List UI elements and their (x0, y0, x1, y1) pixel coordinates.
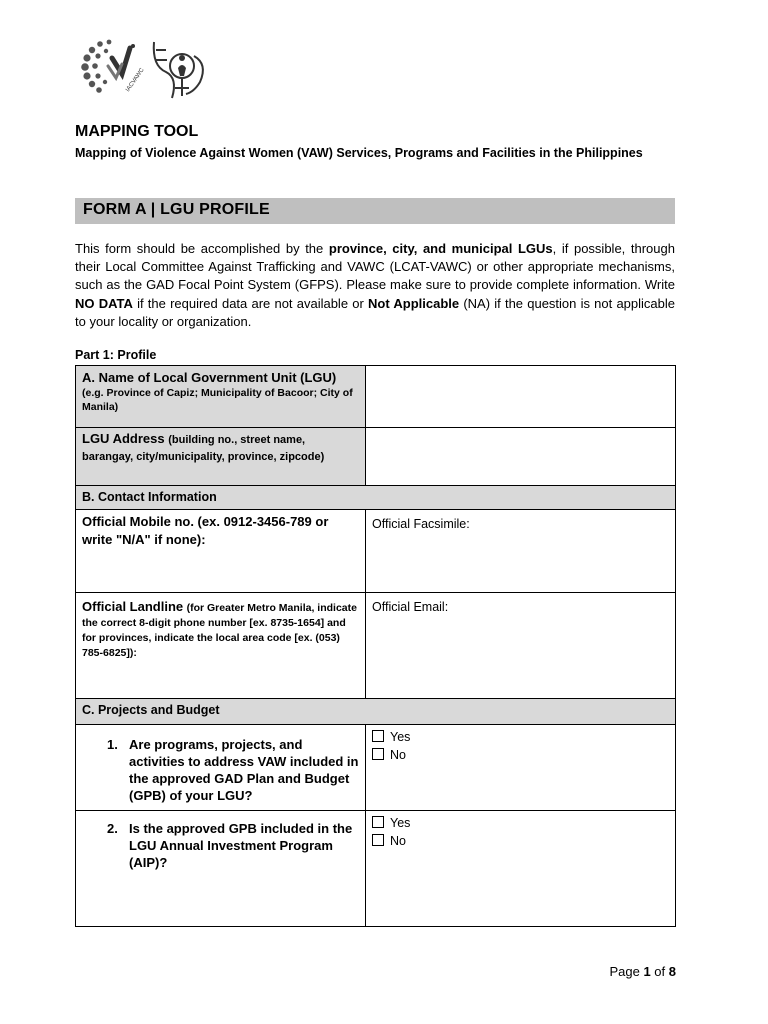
gender-logo-icon (148, 36, 212, 108)
checkbox-icon[interactable] (372, 748, 384, 760)
q2-no-option[interactable]: No (372, 832, 669, 850)
facsimile-label: Official Facsimile: (372, 517, 470, 531)
checkbox-icon[interactable] (372, 834, 384, 846)
landline-hint: (for Greater Metro Manila, indicate the correct 8-digit phone number [ex. 8735-1654] and for provinces, indicate the local area code [ex. (053) 785-6825]): (82, 602, 357, 659)
email-cell[interactable] (366, 593, 676, 699)
lgu-address-label-cell (76, 428, 366, 486)
page-title: MAPPING TOOL (75, 123, 199, 140)
header-logos (78, 36, 206, 108)
intro-paragraph: This form should be accomplished by the province, city, and municipal LGUs, if possible, through their Local Committee Against Trafficking and VAWC (LCAT-VAWC) or other appropriate mechanisms, such as the GAD Focal Point System (GFPS). Please make sure to provide complete information. Write NO DATA if the required data are not available or Not Applicable (NA) if the question is not applicable to your locality or organization. (75, 241, 675, 329)
section-b-header: B. Contact Information (76, 486, 676, 510)
lgu-name-hint: (e.g. Province of Capiz; Municipality of Bacoor; City of Manila) (82, 387, 353, 413)
lgu-address-input[interactable] (366, 428, 676, 486)
q1-number: 1. (107, 737, 118, 752)
page-footer: Page 1 of 8 (609, 964, 676, 979)
q2-yes-option[interactable]: Yes (372, 814, 669, 832)
landline-label: Official Landline (82, 599, 184, 614)
q1-text: Are programs, projects, and activities to address VAW included in the approved GAD Plan and Budget (GPB) of your LGU? (129, 737, 359, 803)
profile-table (75, 365, 676, 927)
q2-cell (76, 811, 366, 927)
checkbox-icon[interactable] (372, 730, 384, 742)
lgu-name-label: A. Name of Local Government Unit (LGU) (82, 370, 337, 385)
email-label: Official Email: (372, 600, 449, 614)
q1-yes-option[interactable]: Yes (372, 728, 669, 746)
iacvawc-logo-text: IACVAWC (125, 67, 146, 94)
checkbox-icon[interactable] (372, 816, 384, 828)
facsimile-cell[interactable] (366, 510, 676, 593)
page-subtitle: Mapping of Violence Against Women (VAW) Services, Programs and Facilities in the Philippines (75, 146, 643, 160)
q1-answer-cell (366, 725, 676, 811)
q2-answer-cell (366, 811, 676, 927)
part-label: Part 1: Profile (75, 348, 157, 362)
lgu-name-input[interactable] (366, 366, 676, 428)
q1-no-option[interactable]: No (372, 746, 669, 764)
lgu-address-label: LGU Address (82, 431, 165, 446)
lgu-name-label-cell (76, 366, 366, 428)
landline-cell[interactable] (76, 593, 366, 699)
mobile-label: Official Mobile no. (ex. 0912-3456-789 or write "N/A" if none): (82, 514, 329, 547)
section-c-header: C. Projects and Budget (76, 699, 676, 725)
lgu-address-hint: (building no., street name, barangay, city/municipality, province, zipcode) (82, 434, 325, 463)
form-header: FORM A | LGU PROFILE (75, 198, 675, 224)
mobile-cell[interactable] (76, 510, 366, 593)
q2-number: 2. (107, 821, 118, 836)
q1-cell (76, 725, 366, 811)
q2-text: Is the approved GPB included in the LGU Annual Investment Program (AIP)? (129, 821, 353, 870)
